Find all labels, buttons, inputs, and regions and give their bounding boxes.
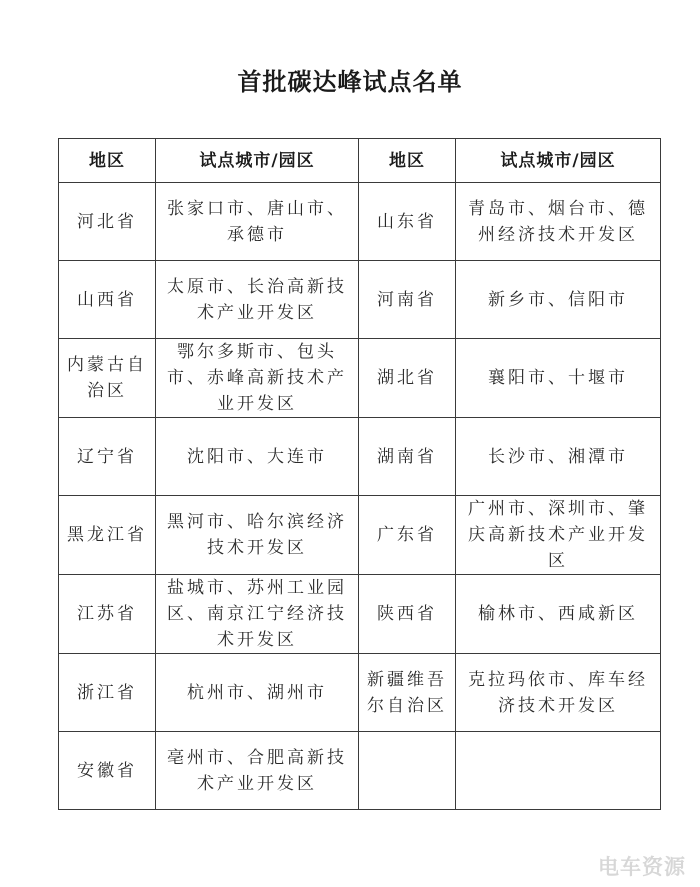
- header-cities-left: 试点城市/园区: [156, 139, 359, 183]
- region-cell: 浙江省: [59, 654, 156, 732]
- pilot-cities-cell: 克拉玛依市、库车经济技术开发区: [456, 654, 661, 732]
- pilot-list-table: [58, 138, 661, 810]
- table-header-row: [59, 139, 661, 183]
- pilot-cities-cell: 亳州市、合肥高新技术产业开发区: [156, 732, 359, 810]
- pilot-cities-cell: 新乡市、信阳市: [456, 261, 661, 339]
- region-cell: 湖北省: [359, 339, 456, 418]
- pilot-cities-cell: 黑河市、哈尔滨经济技术开发区: [156, 496, 359, 575]
- pilot-cities-cell: 襄阳市、十堰市: [456, 339, 661, 418]
- table-row: [59, 183, 661, 261]
- region-cell: 辽宁省: [59, 418, 156, 496]
- region-cell: 江苏省: [59, 575, 156, 654]
- region-cell: 河北省: [59, 183, 156, 261]
- pilot-cities-cell: 广州市、深圳市、肇庆高新技术产业开发区: [456, 496, 661, 575]
- pilot-cities-cell: 榆林市、西咸新区: [456, 575, 661, 654]
- table-row: [59, 496, 661, 575]
- empty-cell: [359, 732, 456, 810]
- header-cities-right: 试点城市/园区: [456, 139, 661, 183]
- region-cell: 安徽省: [59, 732, 156, 810]
- table-row: [59, 418, 661, 496]
- region-cell: 山东省: [359, 183, 456, 261]
- pilot-cities-cell: 盐城市、苏州工业园区、南京江宁经济技术开发区: [156, 575, 359, 654]
- watermark-logo: 电车资源: [598, 855, 686, 879]
- region-cell: 内蒙古自治区: [59, 339, 156, 418]
- pilot-cities-cell: 太原市、长治高新技术产业开发区: [156, 261, 359, 339]
- table-row: [59, 654, 661, 732]
- pilot-cities-cell: 杭州市、湖州市: [156, 654, 359, 732]
- pilot-cities-cell: 青岛市、烟台市、德州经济技术开发区: [456, 183, 661, 261]
- region-cell: 河南省: [359, 261, 456, 339]
- region-cell: 黑龙江省: [59, 496, 156, 575]
- header-region-left: 地区: [59, 139, 156, 183]
- pilot-cities-cell: 鄂尔多斯市、包头市、赤峰高新技术产业开发区: [156, 339, 359, 418]
- table-row: [59, 261, 661, 339]
- pilot-cities-cell: 长沙市、湘潭市: [456, 418, 661, 496]
- region-cell: 山西省: [59, 261, 156, 339]
- table-row: [59, 339, 661, 418]
- page-title: 首批碳达峰试点名单: [237, 67, 463, 96]
- table-row: [59, 575, 661, 654]
- region-cell: 广东省: [359, 496, 456, 575]
- region-cell: 新疆维吾尔自治区: [359, 654, 456, 732]
- table-row: [59, 732, 661, 810]
- pilot-cities-cell: 沈阳市、大连市: [156, 418, 359, 496]
- region-cell: 陕西省: [359, 575, 456, 654]
- empty-cell: [456, 732, 661, 810]
- pilot-cities-cell: 张家口市、唐山市、承德市: [156, 183, 359, 261]
- region-cell: 湖南省: [359, 418, 456, 496]
- header-region-right: 地区: [359, 139, 456, 183]
